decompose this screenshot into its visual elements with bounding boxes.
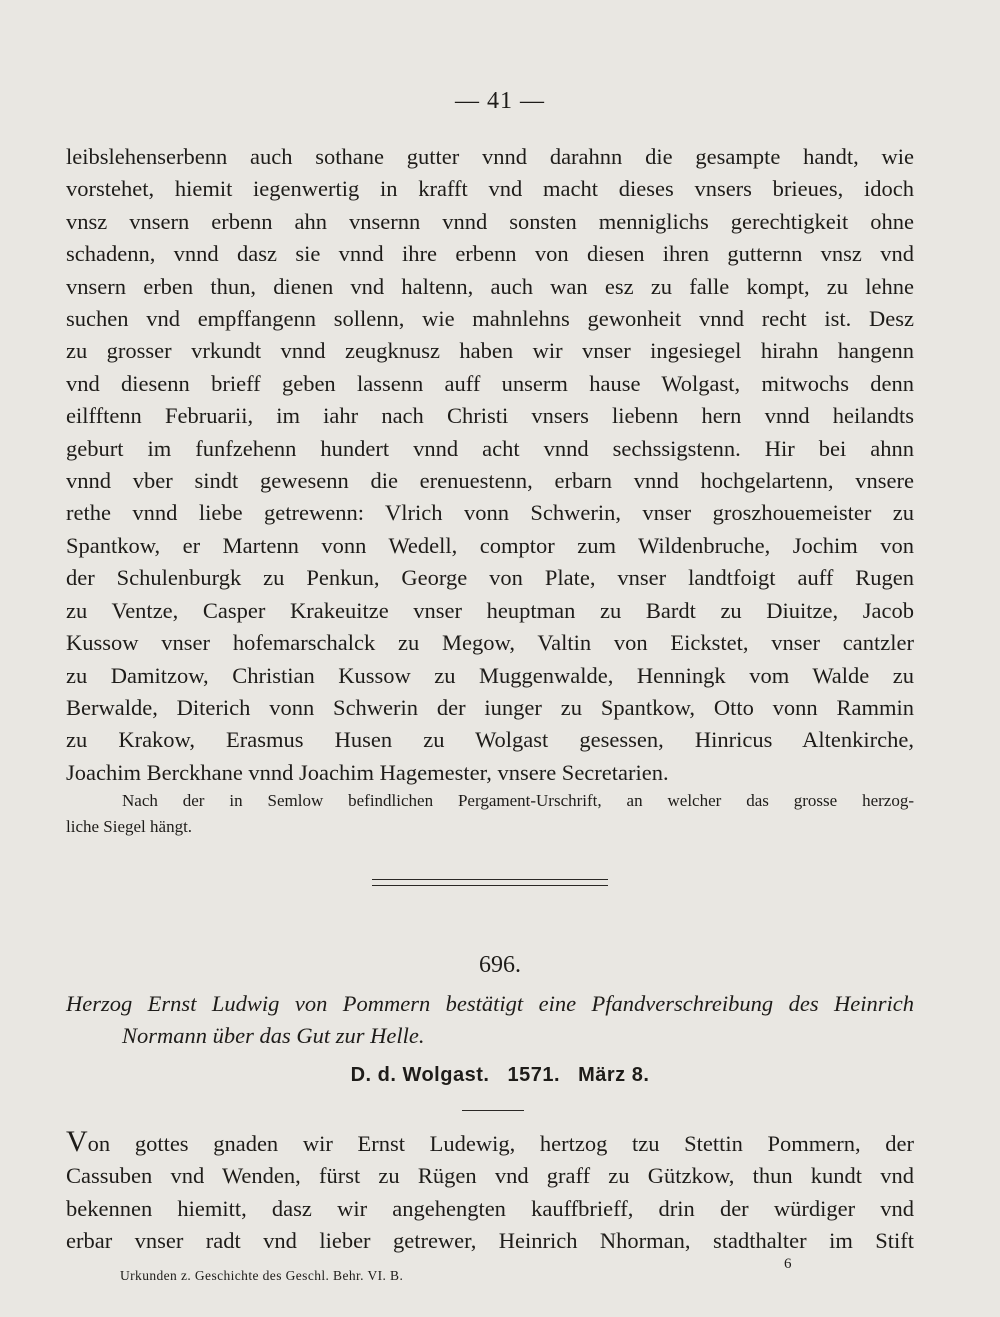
text-line: Von gottes gnaden wir Ernst Ludewig, hertzog tzu Stettin Pommern, der [66,1125,914,1158]
heading-line: Normann über das Gut zur Helle. [122,1023,425,1048]
text-line: suchen vnd empffangenn sollenn, wie mahnlehns gewonheit vnnd recht ist. Desz [66,306,914,332]
text-line: Berwalde, Diterich vonn Schwerin der iunger zu Spantkow, Otto vonn Rammin [66,694,914,720]
section-divider [372,879,608,886]
dateline-year: 1571. [507,1064,561,1086]
text-line: schadenn, vnnd dasz sie vnnd ihre erbenn von diesen ihren gutternn vnsz vnd [66,241,914,267]
text-line: vnnd vber sindt gewesenn die erenuestenn, erbarn vnnd hochgelartenn, vnsere [66,468,914,494]
text-line: zu grosser vrkundt vnnd zeugknusz haben wir vnser ingesiegel hirahn hangenn [66,338,914,364]
text-line: vnsern erben thun, dienen vnd haltenn, auch wan esz zu falle kompt, zu lehne [66,273,914,299]
publication-footer: Urkunden z. Geschichte des Geschl. Behr. VI. B. [120,1268,404,1283]
note-line: Nach der in Semlow befindlichen Pergament-Urschrift, an welcher das grosse herzog- [122,791,914,810]
text-line: zu Damitzow, Christian Kussow zu Muggenwalde, Henningk vom Walde zu [66,662,914,688]
note-line: liche Siegel hängt. [66,817,193,836]
text-line: bekennen hiemitt, dasz wir angehengten kauffbrieff, drin der würdiger vnd [66,1195,914,1221]
dateline-place: D. d. Wolgast. [350,1064,490,1086]
text-line: Kussow vnser hofemarschalck zu Megow, Valtin von Eickstet, vnser cantzler [66,630,914,656]
dateline-date: März 8. [578,1064,650,1086]
text-line: Spantkow, er Martenn vonn Wedell, comptor zum Wildenbruche, Jochim von [66,532,914,558]
heading-line: Herzog Ernst Ludwig von Pommern bestätigt eine Pfandverschreibung des Heinrich [66,991,914,1016]
text-line: vnsz vnsern erbenn ahn vnsernn vnnd sonsten menniglichs gerechtigkeit ohne [66,208,914,234]
text-line: der Schulenburgk zu Penkun, George von Plate, vnser landtfoigt auff Rugen [66,565,914,591]
text-line: eilfftenn Februarii, im iahr nach Christi vnsers liebenn hern vnnd heilandts [66,403,914,429]
text-line: erbar vnser radt vnd lieber getrewer, Heinrich Nhorman, stadthalter im Stift [66,1228,914,1254]
text-line: vnd diesenn brieff geben lassenn auff unserm hause Wolgast, mitwochs denn [66,370,914,396]
heading-rule [462,1110,524,1111]
text-line: vorstehet, hiemit iegenwertig in krafft vnd macht dieses vnsers brieues, idoch [66,176,914,202]
text-line: zu Ventze, Casper Krakeuitze vnser heuptman zu Bardt zu Diuitze, Jacob [66,597,914,623]
text-line: geburt im funfzehenn hundert vnnd acht vnnd sechssigstenn. Hir bei ahnn [66,435,914,461]
document-number: 696. [479,952,521,978]
paragraph-main [66,141,914,789]
text-line: Cassuben vnd Wenden, fürst zu Rügen vnd graff zu Gützkow, thun kundt vnd [66,1163,914,1189]
paragraph-charter [66,1126,914,1258]
text-line: Joachim Berckhane vnnd Joachim Hagemester, vnsere Secretarien. [66,759,669,785]
dateline [0,1064,1000,1087]
source-note [66,788,914,840]
text-line: zu Krakow, Erasmus Husen zu Wolgast gesessen, Hinricus Altenkirche, [66,727,914,753]
text-line: leibslehenserbenn auch sothane gutter vnnd darahnn die gesampte handt, wie [66,144,914,169]
document-heading [66,988,914,1052]
text-line: rethe vnnd liebe getrewenn: Vlrich vonn Schwerin, vnser groszhouemeister zu [66,500,914,526]
page-number: — 41 — [455,88,545,114]
sheet-signature: 6 [784,1256,792,1272]
